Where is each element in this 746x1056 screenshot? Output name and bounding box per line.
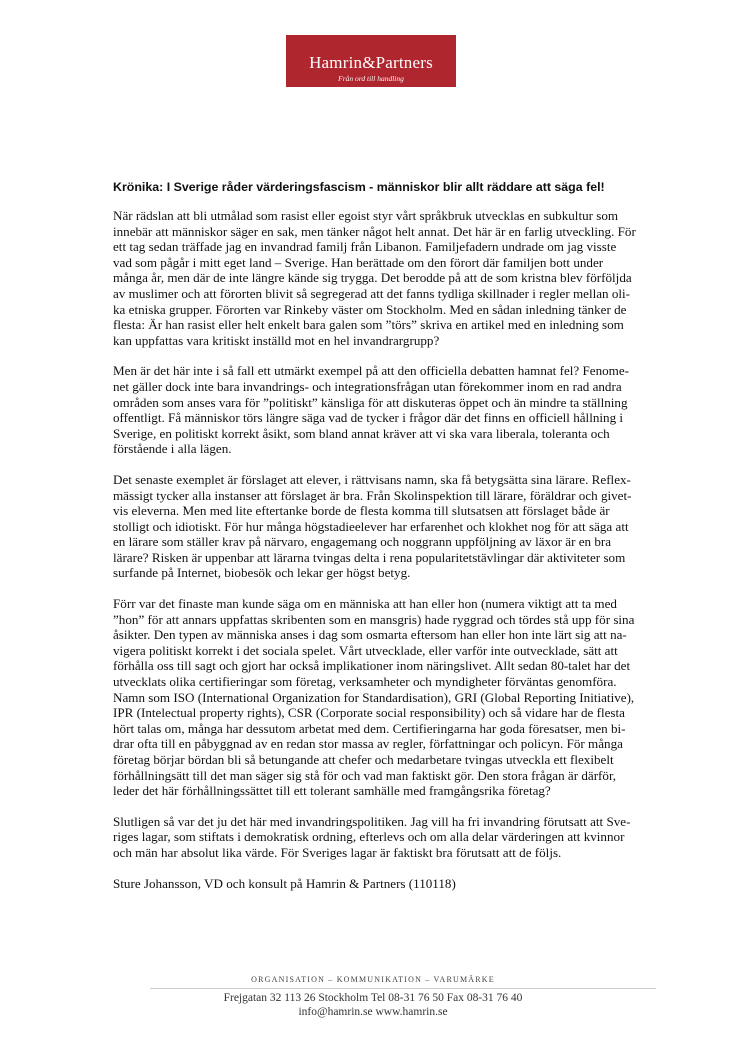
article-paragraph-1 <box>113 208 643 348</box>
paragraph-line: lärare? Risken är uppenbar att lärarna tvingas delta i rena popularitetstävlingar där aktiviteter som <box>113 549 626 565</box>
paragraph-line: Det senaste exemplet är förslaget att elever, i rättvisans namn, ska få betygsätta sina lärare. Reflex- <box>113 471 631 487</box>
paragraph-line: När rädslan att bli utmålad som rasist eller egoist styr vårt språkbruk utvecklas en subkultur som <box>113 208 619 223</box>
article-paragraph-5 <box>113 814 643 861</box>
article-signature: Sture Johansson, VD och konsult på Hamrin & Partners (110118) <box>113 875 456 891</box>
paragraph-line: Men är det här inte i så fall ett utmärkt exempel på att den officiella debatten hamnat fel? Fenome- <box>113 363 630 379</box>
article-paragraph-3 <box>113 472 643 581</box>
paragraph-line: Namn som ISO (International Organization for Standardisation), GRI (Global Reporting Initiative), <box>113 689 635 705</box>
paragraph-line: förhållningsätt till det man säger sig stå för och vad man faktiskt gör. Den stora frågan är därför, <box>113 767 617 783</box>
article-paragraph-4 <box>113 596 643 799</box>
paragraph-line: ett tag sedan träffade jag en invandrad familj från Libanon. Familjefadern undrade om jag visste <box>113 239 617 255</box>
paragraph-line: kan uppfattas vara kritiskt inställd mot en hel invandrargrupp? <box>113 332 440 348</box>
paragraph-line: ka etniska grupper. Förorten var Rinkeby väster om Stockholm. Med en sådan inledning tänker de <box>113 301 627 317</box>
paragraph-line: net gäller dock inte bara invandrings- och integrationsfrågan utan förekommer inom en rad andra <box>113 378 622 394</box>
company-logo <box>286 35 456 87</box>
paragraph-line: riges lagar, som stiftats i demokratisk ordning, efterlevs och om alla delar värderingen att kvinnor <box>113 829 625 845</box>
paragraph-line: leder det här förhållningssättet till ett tolerant samhälle med framgångsrika företag? <box>113 783 551 799</box>
paragraph-line: vigera politiskt korrekt i det sociala spelet. Vårt utvecklade, eller varför inte outvecklade, sätt att <box>113 642 618 658</box>
article <box>113 180 643 891</box>
paragraph-line: stolligt och idiotiskt. För hur många högstadieelever har erfarenhet och klokhet nog för att säga att <box>113 518 629 534</box>
logo-name: Hamrin&Partners <box>309 53 433 72</box>
paragraph-line: utvecklats olika certifieringar som företag, verksamheter och myndigheter förväntas genomföra. <box>113 674 617 690</box>
paragraph-line: offentligt. Få människor törs längre säga vad de tycker i frågor där det finns en officiell hållning i <box>113 410 624 426</box>
paragraph-line: förhålla oss till sagt och gjort har också implikationer inom näringslivet. Allt sedan 80-talet har det <box>113 658 631 674</box>
paragraph-line: många år, men där de inte längre kände sig trygga. Det berodde på att de som kristna blev förföljda <box>113 270 632 286</box>
logo-tagline: Från ord till handling <box>338 74 404 83</box>
paragraph-line: Slutligen så var det ju det här med invandringspolitiken. Jag vill ha fri invandring förutsatt att Sve- <box>113 813 631 829</box>
footer-contact: info@hamrin.se www.hamrin.se <box>298 1006 448 1018</box>
paragraph-line: IPR (Intelectual property rights), CSR (Corporate social responsibility) och så vidare har de flesta <box>113 705 625 721</box>
paragraph-line: en lärare som ställer krav på närvaro, engagemang och noggrann uppföljning av läxor är en bra <box>113 534 612 550</box>
footer-divider <box>150 988 656 989</box>
paragraph-line: Sverige, en politiskt korrekt åsikt, som bland annat kräver att vi ska vara liberala, toleranta och <box>113 425 610 441</box>
paragraph-line: drar ofta till en påbyggnad av en redan stor massa av regler, författningar och policyn. För många <box>113 736 623 752</box>
paragraph-line: åsikter. Den typen av människa anses i dag som osmarta eftersom han eller hon inte lärt sig att na- <box>113 627 627 643</box>
paragraph-line: ”hon” för att annars uppfattas skribenten som en mansgris) hade ryggrad och tördes stå upp för sina <box>113 611 635 627</box>
paragraph-line: flesta: Är han rasist eller helt enkelt bara galen som ”törs” skriva en artikel med en inledning som <box>113 317 624 333</box>
paragraph-line: vad som pågår i mitt eget land – Sverige. Han berättade om den förort där familjen bott under <box>113 254 604 270</box>
footer-services: ORGANISATION – KOMMUNIKATION – VARUMÄRKE <box>251 975 495 984</box>
paragraph-line: av muslimer och att förorten blivit så segregerad att det fanns tydliga skillnader i regler mellan oli- <box>113 285 631 301</box>
paragraph-line: områden som anses vara för ”politiskt” känsliga för att diskuteras öppet och än mindre ta ställning <box>113 394 628 410</box>
paragraph-line: Förr var det finaste man kunde säga om en människa att han eller hon (numera viktigt att ta med <box>113 596 617 612</box>
paragraph-line: innebär att människor säger en sak, men tänker något helt annat. Det här är en farlig utveckling. För <box>113 223 636 239</box>
footer-address: Frejgatan 32 113 26 Stockholm Tel 08-31 76 50 Fax 08-31 76 40 <box>223 992 523 1004</box>
paragraph-line: mässigt tycker alla instanser att förslaget är bra. Från Skolinspektion till lärare, föräldrar och givet- <box>113 487 632 503</box>
paragraph-line: och män har absolut lika värde. För Sveriges lagar är faktiskt bra förutsatt att de följs. <box>113 844 562 860</box>
paragraph-line: hört talas om, många har dessutom arbetat med dem. Certifieringarna har goda föresatser, men bi- <box>113 720 626 736</box>
paragraph-line: företag börjar bördan bli så betungande att chefer och medarbetare tvingas utveckla ett flexibelt <box>113 752 614 767</box>
article-paragraph-2 <box>113 363 643 457</box>
paragraph-line: förstående i alla lägen. <box>113 441 232 457</box>
paragraph-line: surfande på Internet, biobesök och lekar ger högst betyg. <box>113 565 411 581</box>
paragraph-line: vis eleverna. Men med lite eftertanke borde de flesta komma till slutsatsen att förslaget både är <box>113 503 610 519</box>
article-headline: Krönika: I Sverige råder värderingsfascism - människor blir allt räddare att säga fel! <box>113 180 605 194</box>
